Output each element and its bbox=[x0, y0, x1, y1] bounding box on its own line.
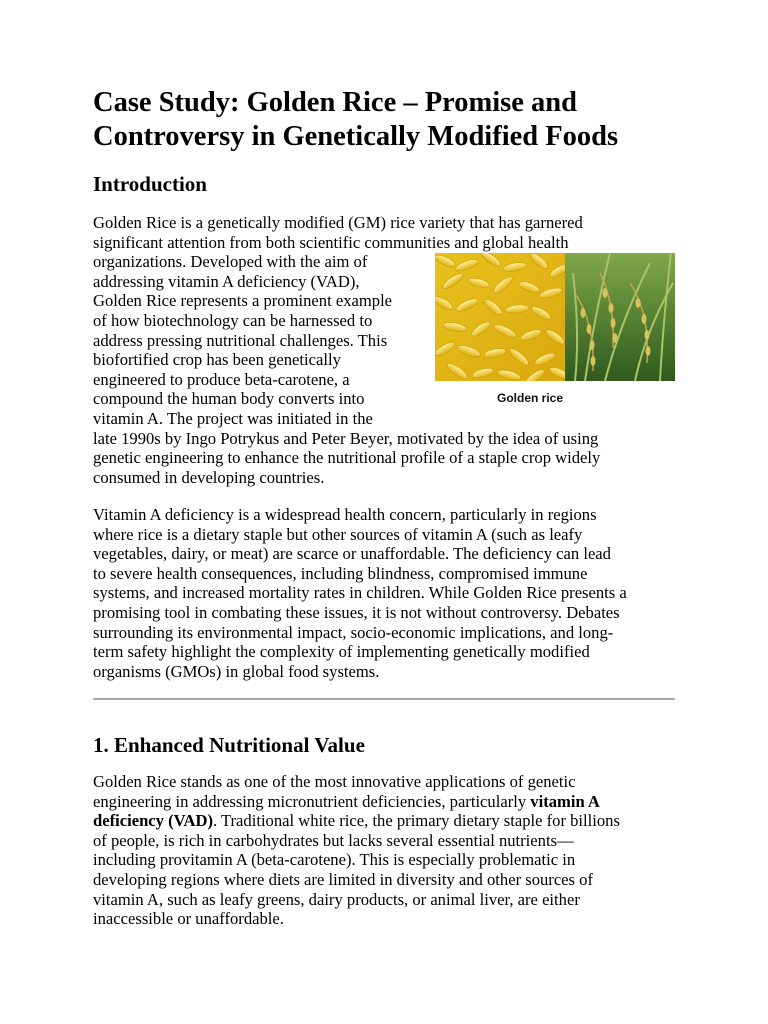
figure-caption: Golden rice bbox=[496, 391, 564, 405]
text-line: organizations. Developed with the aim of bbox=[93, 252, 368, 272]
bold-term: deficiency (VAD) bbox=[93, 811, 213, 831]
text-line: term safety highlight the complexity of implementing genetically modified bbox=[93, 642, 590, 662]
text-line: Golden Rice represents a prominent example bbox=[93, 291, 393, 311]
text-line: developing regions where diets are limited in diversity and other sources of bbox=[93, 869, 593, 889]
introduction-heading: Introduction bbox=[93, 172, 207, 196]
text-line: inaccessible or unaffordable. bbox=[93, 909, 284, 929]
text-line: to severe health consequences, including blindness, compromised immune bbox=[93, 563, 588, 583]
text-line: biofortified crop has been genetically bbox=[93, 350, 341, 370]
text-line bbox=[93, 811, 675, 831]
text-line: where rice is a dietary staple but other sources of vitamin A (such as leafy bbox=[93, 524, 583, 544]
text-line: late 1990s by Ingo Potrykus and Peter Beyer, motivated by the idea of using bbox=[93, 428, 599, 448]
text-line: address pressing nutritional challenges. This bbox=[93, 330, 388, 350]
bold-term: vitamin A bbox=[530, 791, 600, 811]
golden-rice-photo bbox=[435, 253, 675, 381]
text-line: surrounding its environmental impact, socio-economic implications, and long- bbox=[93, 622, 614, 642]
text-line: Vitamin A deficiency is a widespread health concern, particularly in regions bbox=[93, 505, 597, 524]
horizontal-divider bbox=[93, 698, 675, 700]
text-line bbox=[93, 792, 675, 812]
text-line: vitamin A, such as leafy greens, dairy products, or animal liver, are either bbox=[93, 889, 580, 909]
text-line: compound the human body converts into bbox=[93, 389, 365, 409]
golden-rice-figure bbox=[435, 253, 676, 413]
text-line: systems, and increased mortality rates in children. While Golden Rice presents a bbox=[93, 583, 627, 603]
text-span: engineering in addressing micronutrient deficiencies, particularly bbox=[93, 791, 531, 811]
text-line: consumed in developing countries. bbox=[93, 467, 325, 487]
text-line: Golden Rice stands as one of the most innovative applications of genetic bbox=[93, 772, 576, 791]
text-line: engineered to produce beta-carotene, a bbox=[93, 369, 350, 389]
page-title: Case Study: Golden Rice – Promise and Controversy in Genetically Modified Foods bbox=[93, 87, 619, 152]
text-line: Golden Rice is a genetically modified (GM) rice variety that has garnered bbox=[93, 213, 583, 232]
text-line: significant attention from both scientific communities and global health bbox=[93, 232, 569, 252]
text-line: vegetables, dairy, or meat) are scarce or unaffordable. The deficiency can lead bbox=[93, 544, 611, 564]
text-line: including provitamin A (beta-carotene). This is especially problematic in bbox=[93, 850, 576, 870]
text-line: promising tool in combating these issues, it is not without controversy. Debates bbox=[93, 602, 620, 622]
text-span: . Traditional white rice, the primary dietary staple for billions bbox=[212, 811, 620, 831]
text-line: vitamin A. The project was initiated in the bbox=[93, 408, 373, 428]
text-line: addressing vitamin A deficiency (VAD), bbox=[93, 271, 360, 291]
text-line: of how biotechnology can be harnessed to bbox=[93, 310, 373, 330]
text-line: genetic engineering to enhance the nutritional profile of a staple crop widely bbox=[93, 448, 601, 468]
section-1-heading: 1. Enhanced Nutritional Value bbox=[93, 733, 365, 757]
text-line: of people, is rich in carbohydrates but lacks several essential nutrients— bbox=[93, 830, 574, 850]
text-line: organisms (GMOs) in global food systems. bbox=[93, 661, 380, 681]
section-1-paragraph bbox=[93, 772, 675, 929]
intro-paragraph-2 bbox=[93, 505, 675, 681]
